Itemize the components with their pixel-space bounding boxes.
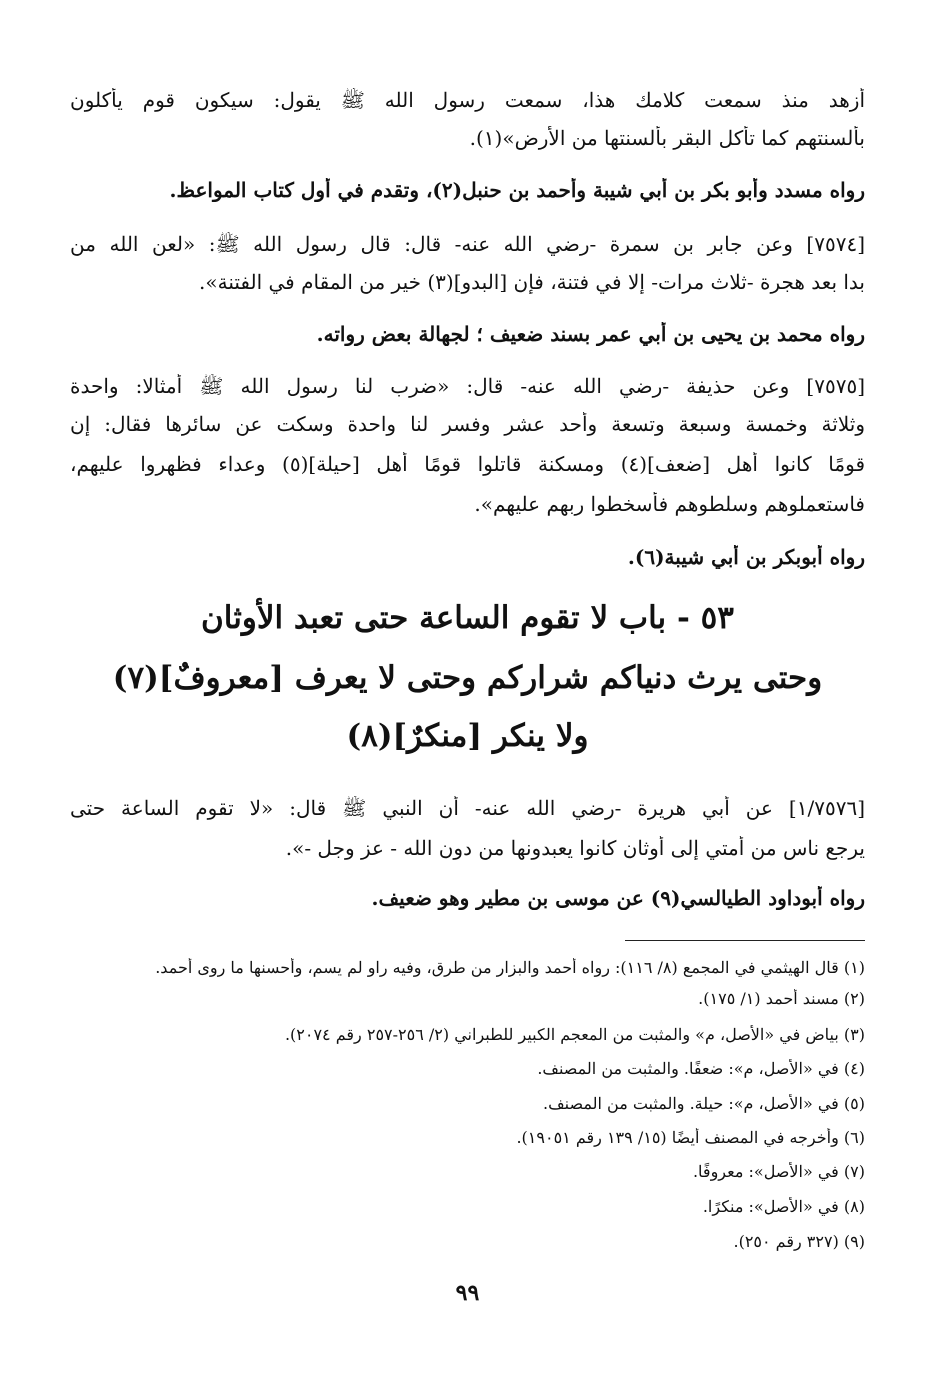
narration-line-4: رواه أبوداود الطيالسي(٩) عن موسى بن مطير وهو ضعيف.: [371, 886, 865, 910]
footnote-2: (٢) مسند أحمد (١/ ١٧٥).: [698, 989, 865, 1008]
hadith-7575-line-1: [٧٥٧٥] وعن حذيفة -رضي الله عنه- قال: «ضرب لنا رسول الله ﷺ أمثالا: واحدة: [70, 374, 865, 398]
narration-line-3: رواه أبوبكر بن أبي شيبة(٦).: [627, 545, 865, 569]
footnote-8: (٨) في «الأصل»: منكرًا.: [702, 1197, 865, 1216]
body-line-2: بألسنتهم كما تأكل البقر بألسنتها من الأرض»(١).: [469, 126, 865, 150]
chapter-heading-line-2: وحتى يرث دنياكم شراركم وحتى لا يعرف [معروفٌ](٧): [112, 660, 823, 696]
narration-line-1: رواه مسدد وأبو بكر بن أبي شيبة وأحمد بن حنبل(٢)، وتقدم في أول كتاب المواعظ.: [169, 178, 865, 202]
hadith-7575-line-3: قومًا كانوا أهل [ضعف](٤) ومسكنة قاتلوا قومًا أهل [حيلة](٥) وعداء فظهروا عليهم،: [70, 452, 865, 476]
hadith-7574-line-2: بدا بعد هجرة -ثلاث مرات- إلا في فتنة، فإن [البدو](٣) خير من المقام في الفتنة».: [199, 270, 865, 294]
footnote-4: (٤) في «الأصل، م»: ضعفًا. والمثبت من المصنف.: [537, 1059, 865, 1078]
hadith-7576-line-1: [١/٧٥٧٦] عن أبي هريرة -رضي الله عنه- أن النبي ﷺ قال: «لا تقوم الساعة حتى: [70, 796, 865, 820]
hadith-7574-line-1: [٧٥٧٤] وعن جابر بن سمرة -رضي الله عنه- قال: قال رسول الله ﷺ: «لعن الله من: [70, 232, 865, 256]
footnote-3: (٣) بياض في «الأصل، م» والمثبت من المعجم الكبير للطبراني (٢/ ٢٥٦-٢٥٧ رقم ٢٠٧٤).: [284, 1025, 865, 1044]
chapter-heading-line-1: ٥٣ - باب لا تقوم الساعة حتى تعبد الأوثان: [201, 600, 734, 636]
footnote-5: (٥) في «الأصل، م»: حيلة. والمثبت من المصنف.: [543, 1094, 865, 1113]
hadith-7576-line-2: يرجع ناس من أمتي إلى أوثان كانوا يعبدونها من دون الله - عز وجل -».: [285, 836, 865, 860]
page-number: ٩٩: [455, 1280, 480, 1306]
body-line-1: أزهد منذ سمعت كلامك هذا، سمعت رسول الله ﷺ يقول: سيكون قوم يأكلون: [70, 88, 865, 112]
footnote-1: (١) قال الهيثمي في المجمع (٨/ ١١٦): رواه أحمد والبزار من طرق، وفيه راو لم يسم، وأحسنها ما روى أحمد.: [155, 958, 865, 977]
footnote-6: (٦) وأخرجه في المصنف أيضًا (١٥/ ١٣٩ رقم ١٩٠٥١).: [516, 1128, 865, 1147]
hadith-7575-line-2: وثلاثة وخمسة وسبعة وتسعة وأحد عشر وفسر لنا واحدة وسكت عن سائرها فقال: إن: [70, 412, 865, 436]
footnote-9: (٩) (٣٢٧ رقم ٢٥٠).: [733, 1232, 865, 1251]
narration-line-2: رواه محمد بن يحيى بن أبي عمر بسند ضعيف ؛ لجهالة بعض رواته.: [316, 322, 865, 346]
footnote-separator: [625, 940, 865, 941]
chapter-heading-line-3: ولا ينكر [منكرٌ](٨): [346, 718, 589, 754]
footnote-7: (٧) في «الأصل»: معروفًا.: [692, 1162, 865, 1181]
hadith-7575-line-4: فاستعملوهم وسلطوهم فأسخطوا ربهم عليهم».: [474, 492, 865, 516]
